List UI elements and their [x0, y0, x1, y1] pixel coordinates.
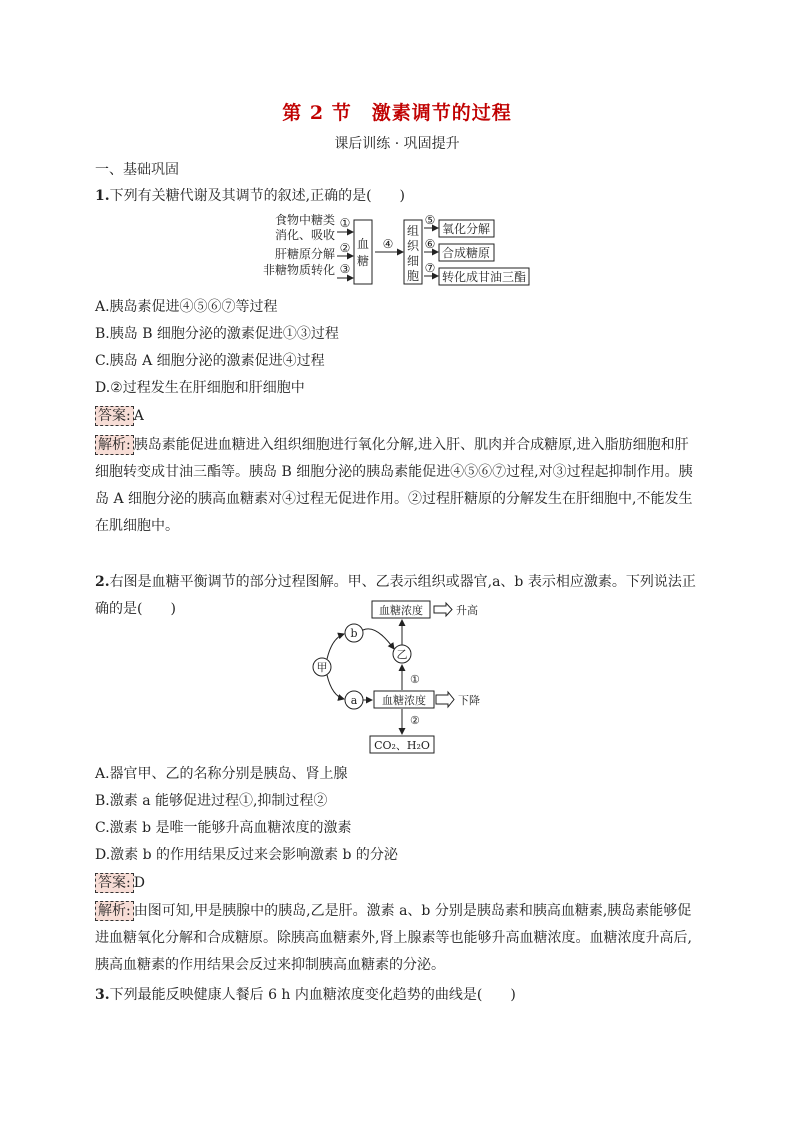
- q2-answer: [95, 873, 695, 893]
- question-number: 3.: [95, 987, 110, 1003]
- question-1-stem: [95, 186, 695, 206]
- page-subtitle: 课后训练 · 巩固提升: [334, 136, 460, 152]
- blood-sugar-char1: 血: [356, 237, 370, 251]
- tissue-char1: 组: [406, 224, 420, 238]
- q1-option-a: A.胰岛素促进④⑤⑥⑦等过程: [95, 299, 278, 315]
- q2-option-b: B.激素 a 能够促进过程①,抑制过程②: [95, 793, 328, 809]
- question-text: 下列最能反映健康人餐后 6 h 内血糖浓度变化趋势的曲线是( ): [109, 987, 516, 1003]
- q1-option-d: D.②过程发生在肝细胞和肝细胞中: [95, 380, 305, 396]
- tissue-char2: 织: [406, 239, 420, 253]
- top-blood-sugar-label: 血糖浓度: [379, 604, 423, 617]
- answer-tag: 答案:: [95, 873, 134, 893]
- node-a-label: a: [350, 694, 358, 707]
- q1-option-c: C.胰岛 A 细胞分泌的激素促进④过程: [95, 353, 325, 369]
- source-nonsugar: 非糖物质转化: [262, 263, 335, 277]
- output-triglyceride: 转化成甘油三酯: [441, 270, 527, 284]
- source-food-line2: 消化、吸收: [274, 228, 335, 242]
- node-b-label: b: [350, 627, 358, 640]
- q2-option-a: A.器官甲、乙的名称分别是胰岛、肾上腺: [95, 766, 348, 782]
- blood-sugar-box: [354, 220, 372, 284]
- process-2-marker: ②: [410, 714, 420, 727]
- question-text: 右图是血糖平衡调节的部分过程图解。甲、乙表示组织或器官,a、b 表示相应激素。下列说法正确的是( ): [95, 574, 696, 617]
- q1-diagram: [255, 210, 545, 292]
- q2-analysis: [95, 898, 700, 979]
- analysis-text: 胰岛素能促进血糖进入组织细胞进行氧化分解,进入肝、肌肉并合成糖原,进入脂肪细胞和肝细胞转变成甘油三酯等。胰岛 B 细胞分泌的胰岛素能促进④⑤⑥⑦过程,对③过程起抑制作用。胰岛 A 细胞分泌的胰高血糖素对④过程无促进作用。②过程肝糖原的分解发生在肝细胞中,不能发生在肌细胞中。: [95, 437, 693, 534]
- question-text: 下列有关糖代谢及其调节的叙述,正确的是( ): [109, 188, 405, 204]
- page-title: 第 2 节 激素调节的过程: [282, 102, 512, 124]
- marker-7: ⑦: [424, 261, 436, 275]
- tissue-char4: 胞: [406, 269, 420, 283]
- q1-analysis: [95, 432, 700, 540]
- up-label: 升高: [456, 604, 478, 617]
- process-1-marker: ①: [410, 673, 420, 686]
- answer-tag: 答案:: [95, 406, 134, 426]
- q2-diagram: [306, 596, 506, 758]
- output-oxidation: 氧化分解: [441, 222, 491, 236]
- marker-3: ③: [339, 262, 351, 276]
- marker-6: ⑥: [424, 237, 436, 251]
- answer-value: D: [133, 875, 145, 891]
- question-3-stem: [95, 985, 695, 1005]
- output-glycogen: 合成糖原: [441, 246, 491, 260]
- node-yi-label: 乙: [396, 648, 408, 661]
- up-hollow-arrow: [434, 603, 452, 616]
- arrow-jia-to-a: [327, 675, 344, 699]
- q1-option-b: B.胰岛 B 细胞分泌的激素促进①③过程: [95, 326, 339, 342]
- section-heading: 一、基础巩固: [95, 162, 179, 178]
- question-number: 2.: [95, 574, 110, 590]
- analysis-tag: 解析:: [95, 901, 134, 921]
- q1-answer: [95, 406, 695, 426]
- source-glycogen: 肝糖原分解: [274, 247, 335, 261]
- blood-sugar-char2: 糖: [356, 254, 370, 268]
- arrow-jia-to-b: [327, 634, 344, 659]
- arrow-b-to-yi: [363, 629, 394, 649]
- down-hollow-arrow: [436, 692, 454, 707]
- question-number: 1.: [95, 188, 110, 204]
- down-label: 下降: [458, 694, 480, 707]
- marker-2: ②: [339, 241, 351, 255]
- analysis-text: 由图可知,甲是胰腺中的胰岛,乙是肝。激素 a、b 分别是胰岛素和胰高血糖素,胰岛素能够促进血糖氧化分解和合成糖原。除胰高血糖素外,肾上腺素等也能够升高血糖浓度。血糖浓度升高后,胰高血糖素的作用结果会反过来抑制胰高血糖素的分泌。: [95, 903, 692, 973]
- node-jia-label: 甲: [316, 661, 328, 674]
- q2-option-c: C.激素 b 是唯一能够升高血糖浓度的激素: [95, 820, 352, 836]
- answer-value: A: [133, 408, 144, 424]
- q2-option-d: D.激素 b 的作用结果反过来会影响激素 b 的分泌: [95, 847, 398, 863]
- marker-5: ⑤: [424, 213, 436, 227]
- analysis-tag: 解析:: [95, 435, 134, 455]
- co2-water-label: CO₂、H₂O: [374, 739, 430, 752]
- tissue-char3: 细: [406, 254, 420, 268]
- mid-blood-sugar-label: 血糖浓度: [382, 694, 426, 707]
- source-food-line1: 食物中糖类: [274, 213, 335, 227]
- marker-1: ①: [339, 216, 351, 230]
- marker-4: ④: [382, 237, 394, 251]
